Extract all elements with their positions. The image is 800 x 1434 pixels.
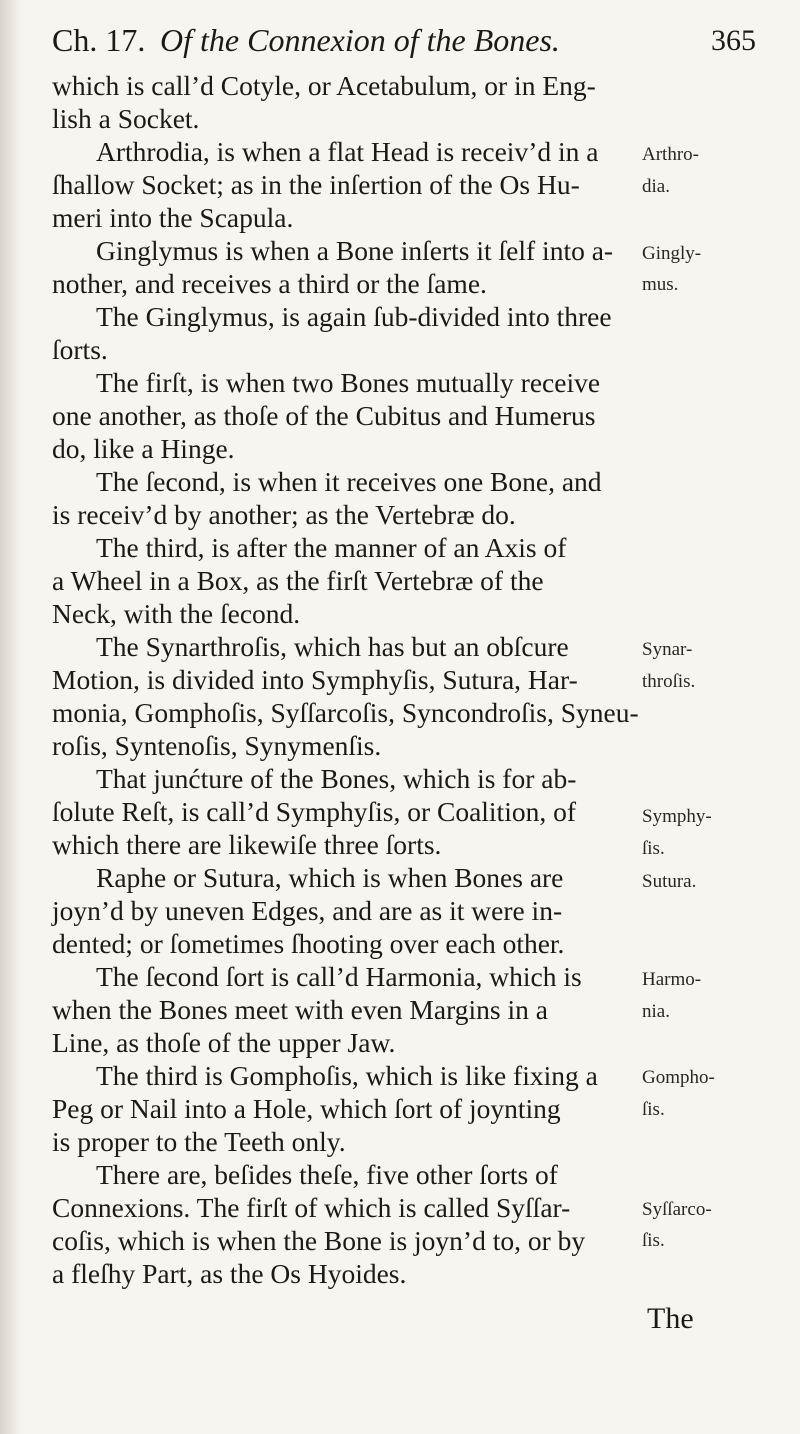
- margin-note: Gingly-: [642, 243, 702, 264]
- text-line: Connexions. The firſt of which is called Syſſar-: [52, 1192, 571, 1223]
- running-header: [52, 14, 756, 60]
- text-line: The third, is after the manner of an Axis of: [96, 532, 567, 563]
- text-line: a Wheel in a Box, as the firſt Vertebræ of the: [52, 565, 544, 596]
- text-line: There are, beſides theſe, five other ſorts of: [96, 1159, 558, 1190]
- margin-note: ſis.: [642, 1099, 665, 1120]
- text-line: meri into the Scapula.: [52, 202, 294, 233]
- text-line: Arthrodia, is when a flat Head is receiv’d in a: [96, 136, 599, 167]
- margin-note: ſis.: [642, 1230, 665, 1251]
- text-line: The Synarthroſis, which has but an obſcure: [96, 631, 569, 662]
- text-line: Ginglymus is when a Bone inſerts it ſelf into a-: [96, 235, 614, 266]
- text-line: is proper to the Teeth only.: [52, 1126, 346, 1157]
- text-line: Peg or Nail into a Hole, which ſort of joynting: [52, 1093, 561, 1124]
- text-line: ſolute Reſt, is call’d Symphyſis, or Coalition, of: [52, 796, 576, 827]
- text-line: Neck, with the ſecond.: [52, 598, 301, 629]
- text-line: dented; or ſometimes ſhooting over each other.: [52, 928, 565, 959]
- text-line: The ſecond ſort is call’d Harmonia, which is: [96, 961, 582, 992]
- running-title: Of the Connexion of the Bones.: [160, 22, 560, 58]
- text-line: joyn’d by uneven Edges, and are as it were in-: [52, 895, 563, 926]
- text-line: Raphe or Sutura, which is when Bones are: [96, 862, 564, 893]
- text-line: ſorts.: [52, 334, 108, 365]
- chapter-label: Ch. 17.: [52, 22, 146, 58]
- text-line: which there are likewiſe three ſorts.: [52, 829, 442, 860]
- text-line: The Ginglymus, is again ſub-divided into three: [96, 301, 612, 332]
- text-line: The third is Gomphoſis, which is like fixing a: [96, 1060, 598, 1091]
- text-line: The ſecond, is when it receives one Bone, and: [96, 466, 602, 497]
- text-line: coſis, which is when the Bone is joyn’d to, or by: [52, 1225, 586, 1256]
- text-line: Motion, is divided into Symphyſis, Sutura, Har-: [52, 664, 578, 695]
- text-line: The firſt, is when two Bones mutually receive: [96, 367, 601, 398]
- text-line: is receiv’d by another; as the Vertebræ do.: [52, 499, 516, 530]
- margin-note: Gompho-: [642, 1067, 715, 1088]
- text-line: That junćture of the Bones, which is for ab-: [96, 763, 577, 794]
- margin-note: nia.: [642, 1001, 670, 1022]
- margin-note: Symphy-: [642, 806, 712, 827]
- margin-note: throſis.: [642, 671, 696, 692]
- text-line: one another, as thoſe of the Cubitus and Humerus: [52, 400, 596, 431]
- margin-note: Harmo-: [642, 969, 702, 990]
- catchword: The: [647, 1302, 694, 1335]
- margin-note: Synar-: [642, 639, 693, 660]
- text-line: when the Bones meet with even Margins in a: [52, 994, 548, 1025]
- margin-note: mus.: [642, 274, 679, 295]
- margin-note: ſis.: [642, 838, 665, 859]
- text-line: nother, and receives a third or the ſame.: [52, 268, 487, 299]
- text-line: monia, Gomphoſis, Syſſarcoſis, Syncondroſis, Syneu-: [52, 697, 639, 728]
- text-line: which is call’d Cotyle, or Acetabulum, or in Eng-: [52, 70, 596, 101]
- binding-gutter: [0, 0, 22, 1434]
- margin-note: Sutura.: [642, 871, 697, 892]
- page-number: 365: [711, 24, 756, 57]
- margin-note: Arthro-: [642, 144, 699, 165]
- margin-note: Syſſarco-: [642, 1199, 712, 1220]
- margin-note: dia.: [642, 176, 670, 197]
- text-line: lish a Socket.: [52, 103, 200, 134]
- text-line: Line, as thoſe of the upper Jaw.: [52, 1027, 396, 1058]
- text-line: do, like a Hinge.: [52, 433, 235, 464]
- text-line: roſis, Syntenoſis, Synymenſis.: [52, 730, 382, 761]
- text-line: ſhallow Socket; as in the inſertion of the Os Hu-: [52, 169, 580, 200]
- text-line: a fleſhy Part, as the Os Hyoides.: [52, 1258, 407, 1289]
